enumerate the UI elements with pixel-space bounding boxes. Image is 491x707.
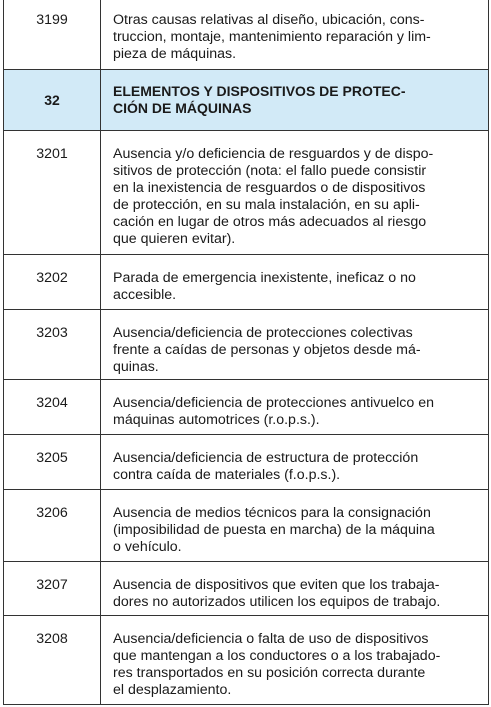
row-description — [101, 380, 488, 434]
description-line: pieza de máquinas. — [113, 46, 237, 62]
table-row — [4, 255, 488, 310]
description-line: que mantengan a los conductores o a los trabajado- — [113, 648, 441, 664]
description-line: Ausencia y/o deficiencia de resguardos y de dispo- — [113, 146, 434, 162]
row-code: 3205 — [4, 435, 101, 489]
description-line: accesible. — [113, 287, 177, 303]
section-title-line: CIÓN DE MÁQUINAS — [113, 100, 252, 116]
table-row — [4, 380, 488, 435]
row-description — [101, 0, 488, 69]
description-line: Ausencia/deficiencia de estructura de protección — [113, 450, 419, 466]
description-line: frente a caídas de personas y objetos desde má- — [113, 342, 421, 358]
table-row — [4, 131, 488, 255]
description-line: en la inexistencia de resguardos o de dispositivos — [113, 180, 426, 196]
description-line: Ausencia/deficiencia o falta de uso de dispositivos — [113, 631, 429, 647]
description-line: dores no autorizados utilicen los equipos de trabajo. — [113, 594, 441, 610]
table-row — [4, 0, 488, 70]
table-row — [4, 562, 488, 616]
row-description — [101, 435, 488, 489]
row-code: 3206 — [4, 490, 101, 561]
description-line: Ausencia de medios técnicos para la consignación — [113, 505, 431, 521]
row-description — [101, 255, 488, 309]
row-code: 3203 — [4, 310, 101, 379]
section-header-row — [4, 70, 488, 131]
row-code: 3201 — [4, 131, 101, 254]
causes-table — [3, 0, 489, 705]
description-line: Ausencia de dispositivos que eviten que los trabaja- — [113, 577, 440, 593]
description-line: o vehículo. — [113, 539, 182, 555]
row-code: 3199 — [4, 0, 101, 69]
description-line: Ausencia/deficiencia de protecciones antivuelco en — [113, 395, 434, 411]
row-code: 3208 — [4, 616, 101, 704]
row-code: 3207 — [4, 562, 101, 615]
row-code: 3204 — [4, 380, 101, 434]
description-line: Otras causas relativas al diseño, ubicación, cons- — [113, 12, 425, 28]
section-title — [101, 70, 488, 130]
description-line: (imposibilidad de puesta en marcha) de la máquina — [113, 522, 435, 538]
description-line: sitivos de protección (nota: el fallo puede consistir — [113, 163, 427, 179]
table-row — [4, 310, 488, 380]
row-description — [101, 562, 488, 615]
row-description — [101, 616, 488, 704]
description-line: máquinas automotrices (r.o.p.s.). — [113, 412, 320, 428]
table-row — [4, 435, 488, 490]
section-title-line: ELEMENTOS Y DISPOSITIVOS DE PROTEC- — [113, 83, 406, 99]
row-code: 3202 — [4, 255, 101, 309]
row-description — [101, 490, 488, 561]
description-line: quinas. — [113, 359, 159, 375]
row-description — [101, 310, 488, 379]
description-line: truccion, montaje, mantenimiento reparación y lim- — [113, 29, 431, 45]
description-line: de protección, en su mala instalación, en su apli- — [113, 197, 420, 213]
description-line: Ausencia/deficiencia de protecciones colectivas — [113, 325, 413, 341]
description-line: cación en lugar de otros más adecuados al riesgo — [113, 214, 427, 230]
description-line: el desplazamiento. — [113, 682, 232, 698]
description-line: Parada de emergencia inexistente, ineficaz o no — [113, 270, 416, 286]
table-row — [4, 616, 488, 705]
description-line: que quieren evitar). — [113, 231, 236, 247]
description-line: res transportados en su posición correcta durante — [113, 665, 426, 681]
description-line: contra caída de materiales (f.o.p.s.). — [113, 467, 341, 483]
row-description — [101, 131, 488, 254]
section-code: 32 — [4, 70, 101, 130]
table-row — [4, 490, 488, 562]
